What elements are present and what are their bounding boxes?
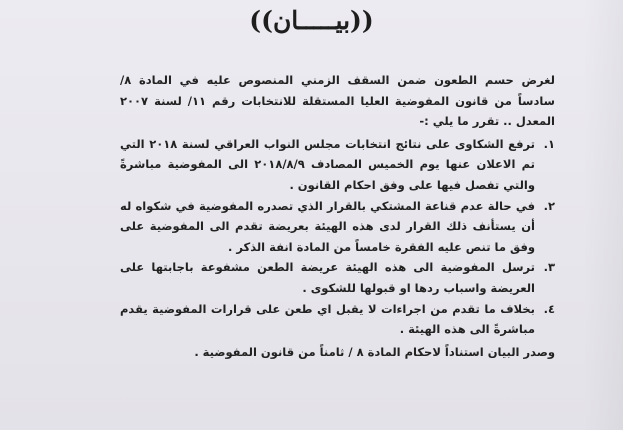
item-text: في حالة عدم قناعة المشتكي بالقرار الذي تصدره المفوضية في شكواه له أن يستأنف ذلك القرار لدى هذه الهيئة بعريضة تقدم الى المفوضية على وفق ما تنص عليه الفقرة خامساً من المادة انفة الذكر . xyxy=(120,198,535,254)
item-text: ترفع الشكاوى على نتائج انتخابات مجلس النواب العراقي لسنة ٢٠١٨ التي تم الاعلان عنها يوم الخميس المصادف ٢٠١٨/٨/٩ الى المفوضية مباشرةً والتي تفصل فيها على وفق احكام القانون . xyxy=(120,136,535,192)
document-body xyxy=(120,70,555,362)
item-text: ترسل المفوضية الى هذه الهيئة عريضة الطعن مشفوعة باجابتها على العريضة واسباب ردها او قبولها للشكوى . xyxy=(120,260,535,295)
decision-item xyxy=(120,196,555,258)
item-text: بخلاف ما تقدم من اجراءات لا يقبل اي طعن على قرارات المفوضية يقدم مباشرةً الى هذه الهيئة . xyxy=(120,301,535,337)
item-number: ٤. xyxy=(543,301,555,316)
item-number: ١. xyxy=(543,136,555,151)
document-title: ((بيـــــان)) xyxy=(249,6,374,35)
decision-item xyxy=(120,134,555,196)
item-number: ٣. xyxy=(543,260,555,275)
decision-list xyxy=(120,134,555,340)
decision-item xyxy=(120,257,555,298)
closing-paragraph: وصدر البيان استناداً لاحكام المادة ٨ / ثامناً من قانون المفوضية . xyxy=(194,344,555,359)
item-number: ٢. xyxy=(543,198,555,213)
intro-paragraph: لغرض حسم الطعون ضمن السقف الزمني المنصوص عليه في المادة ٨/ سادساً من قانون المفوضية العليا المستقلة للانتخابات رقم ١١/ لسنة ٢٠٠٧ المعدل .. تقرر ما يلي :- xyxy=(120,73,555,129)
decision-item xyxy=(120,299,555,340)
page-shadow xyxy=(583,0,623,430)
